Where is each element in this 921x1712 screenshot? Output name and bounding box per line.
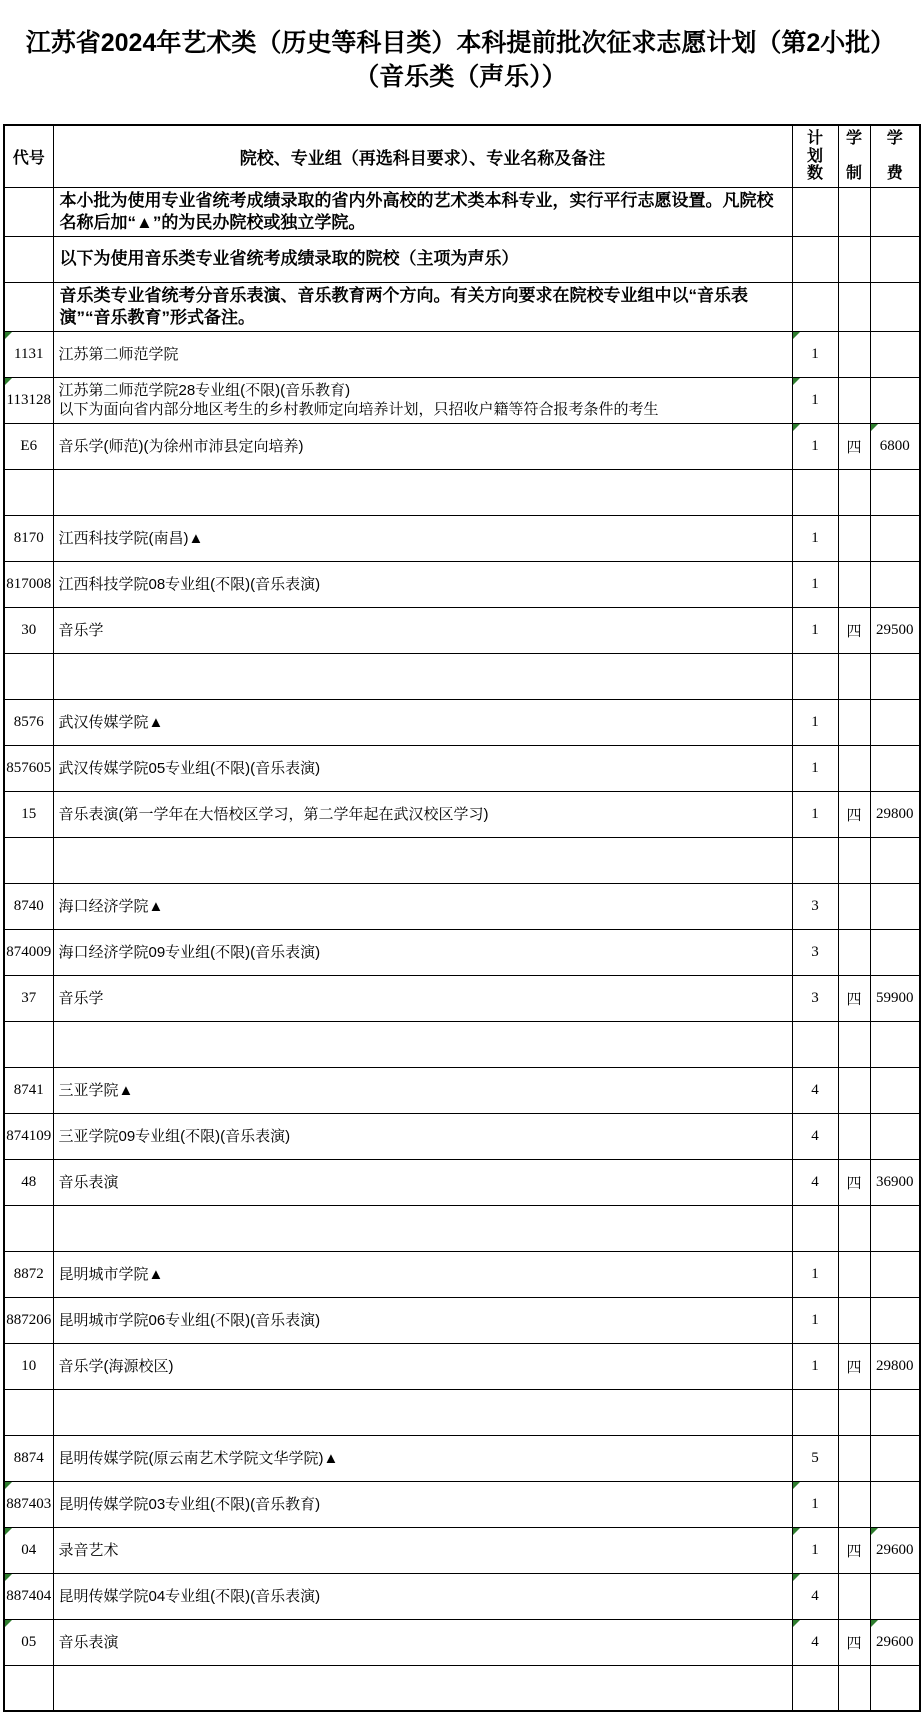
text-indicator-triangle-icon xyxy=(5,332,12,339)
cell-fee xyxy=(870,1389,920,1435)
cell-info xyxy=(53,1619,792,1665)
cell-fee xyxy=(870,187,920,236)
cell-fee xyxy=(870,837,920,883)
cell-code: 10 xyxy=(4,1343,53,1389)
cell-plan: 1 xyxy=(792,1481,838,1527)
cell-plan: 4 xyxy=(792,1113,838,1159)
cell-code: 874109 xyxy=(4,1113,53,1159)
text-indicator-triangle-icon xyxy=(793,332,800,339)
table-row xyxy=(4,1619,920,1665)
cell-plan: 4 xyxy=(792,1619,838,1665)
cell-plan: 1 xyxy=(792,791,838,837)
cell-code: 887206 xyxy=(4,1297,53,1343)
cell-code: 8576 xyxy=(4,699,53,745)
cell-fee: 36900 xyxy=(870,1159,920,1205)
cell-fee xyxy=(870,1113,920,1159)
empty-row xyxy=(4,1389,920,1435)
table-row xyxy=(4,1343,920,1389)
cell-code: 874009 xyxy=(4,929,53,975)
cell-years xyxy=(838,745,870,791)
cell-code xyxy=(4,236,53,282)
cell-plan: 1 xyxy=(792,1527,838,1573)
table-row xyxy=(4,1481,920,1527)
cell-code xyxy=(4,1389,53,1435)
cell-fee xyxy=(870,1297,920,1343)
info-line1: 江西科技学院(南昌)▲ xyxy=(58,529,204,547)
cell-info xyxy=(53,1527,792,1573)
cell-info xyxy=(53,975,792,1021)
cell-fee: 29800 xyxy=(870,1343,920,1389)
cell-info xyxy=(53,653,792,699)
cell-fee xyxy=(870,1435,920,1481)
text-indicator-triangle-icon xyxy=(793,424,800,431)
cell-info xyxy=(53,791,792,837)
cell-years xyxy=(838,837,870,883)
cell-code: 817008 xyxy=(4,561,53,607)
cell-plan: 4 xyxy=(792,1573,838,1619)
cell-years xyxy=(838,1389,870,1435)
cell-fee: 29800 xyxy=(870,791,920,837)
col-header-fee: 学 费 xyxy=(870,125,920,187)
cell-code xyxy=(4,282,53,331)
cell-info xyxy=(53,929,792,975)
cell-fee xyxy=(870,282,920,331)
table-row xyxy=(4,699,920,745)
cell-code: 8740 xyxy=(4,883,53,929)
cell-fee: 59900 xyxy=(870,975,920,1021)
info-line1: 音乐表演 xyxy=(58,1633,119,1651)
plan-table-body xyxy=(4,187,920,1711)
info-line1: 三亚学院09专业组(不限)(音乐表演) xyxy=(58,1127,291,1145)
cell-code xyxy=(4,1665,53,1711)
cell-fee: 29500 xyxy=(870,607,920,653)
cell-fee xyxy=(870,1021,920,1067)
text-indicator-triangle-icon xyxy=(871,424,878,431)
note-row-1 xyxy=(4,187,920,236)
cell-fee xyxy=(870,745,920,791)
cell-plan: 1 xyxy=(792,423,838,469)
cell-years xyxy=(838,1113,870,1159)
cell-info xyxy=(53,469,792,515)
cell-fee xyxy=(870,1481,920,1527)
cell-plan: 3 xyxy=(792,975,838,1021)
table-row xyxy=(4,515,920,561)
cell-years: 四 xyxy=(838,423,870,469)
table-row xyxy=(4,975,920,1021)
cell-fee xyxy=(870,653,920,699)
cell-info xyxy=(53,1297,792,1343)
text-indicator-triangle-icon xyxy=(793,1482,800,1489)
cell-info xyxy=(53,1205,792,1251)
table-row xyxy=(4,423,920,469)
text-indicator-triangle-icon xyxy=(871,1620,878,1627)
table-row xyxy=(4,1159,920,1205)
info-line1: 江西科技学院08专业组(不限)(音乐表演) xyxy=(58,575,321,593)
cell-code: 887404 xyxy=(4,1573,53,1619)
cell-fee xyxy=(870,515,920,561)
cell-plan xyxy=(792,282,838,331)
table-row xyxy=(4,929,920,975)
cell-plan xyxy=(792,187,838,236)
cell-info xyxy=(53,1021,792,1067)
cell-plan: 1 xyxy=(792,1251,838,1297)
table-row xyxy=(4,1297,920,1343)
cell-info xyxy=(53,1113,792,1159)
cell-plan: 1 xyxy=(792,377,838,423)
cell-code: 48 xyxy=(4,1159,53,1205)
info-line1: 音乐学(海源校区) xyxy=(58,1357,174,1375)
info-line1: 江苏第二师范学院28专业组(不限)(音乐教育) xyxy=(58,382,351,399)
plan-table xyxy=(3,124,921,1712)
text-indicator-triangle-icon xyxy=(5,1620,12,1627)
cell-years xyxy=(838,1021,870,1067)
cell-fee xyxy=(870,1067,920,1113)
cell-code xyxy=(4,469,53,515)
cell-plan: 5 xyxy=(792,1435,838,1481)
cell-code: 8170 xyxy=(4,515,53,561)
cell-plan: 1 xyxy=(792,699,838,745)
info-line1: 江苏第二师范学院 xyxy=(58,345,179,363)
empty-row xyxy=(4,653,920,699)
info-line1: 昆明传媒学院03专业组(不限)(音乐教育) xyxy=(58,1495,321,1513)
cell-years xyxy=(838,236,870,282)
info-line1: 音乐表演(第一学年在大悟校区学习，第二学年起在武汉校区学习) xyxy=(58,805,489,823)
text-indicator-triangle-icon xyxy=(793,1574,800,1581)
text-indicator-triangle-icon xyxy=(871,1528,878,1535)
text-indicator-triangle-icon xyxy=(793,378,800,385)
cell-fee xyxy=(870,883,920,929)
table-row xyxy=(4,791,920,837)
text-indicator-triangle-icon xyxy=(5,378,12,385)
info-line1: 海口经济学院09专业组(不限)(音乐表演) xyxy=(58,943,321,961)
empty-row xyxy=(4,469,920,515)
cell-years xyxy=(838,377,870,423)
table-row xyxy=(4,607,920,653)
cell-fee xyxy=(870,1251,920,1297)
empty-row xyxy=(4,837,920,883)
header-row xyxy=(4,125,920,187)
cell-info xyxy=(53,1435,792,1481)
note-row-3 xyxy=(4,282,920,331)
cell-plan xyxy=(792,837,838,883)
cell-years xyxy=(838,883,870,929)
cell-plan xyxy=(792,1389,838,1435)
cell-plan: 1 xyxy=(792,607,838,653)
cell-years: 四 xyxy=(838,975,870,1021)
cell-plan: 1 xyxy=(792,561,838,607)
cell-plan xyxy=(792,653,838,699)
text-indicator-triangle-icon xyxy=(5,1574,12,1581)
cell-years xyxy=(838,331,870,377)
page-title-line2: （音乐类（声乐）） xyxy=(354,63,567,91)
cell-years xyxy=(838,1573,870,1619)
table-row xyxy=(4,1067,920,1113)
text-indicator-triangle-icon xyxy=(793,1528,800,1535)
cell-info xyxy=(53,423,792,469)
col-header-years: 学 制 xyxy=(838,125,870,187)
cell-plan: 1 xyxy=(792,331,838,377)
cell-info xyxy=(53,1573,792,1619)
cell-plan: 1 xyxy=(792,1297,838,1343)
cell-code xyxy=(4,1205,53,1251)
table-row xyxy=(4,1113,920,1159)
cell-years xyxy=(838,282,870,331)
table-row xyxy=(4,561,920,607)
table-row xyxy=(4,1527,920,1573)
info-line1: 昆明城市学院06专业组(不限)(音乐表演) xyxy=(58,1311,321,1329)
info-line1: 音乐学 xyxy=(58,621,104,639)
col-header-plan: 计 划 数 xyxy=(792,125,838,187)
cell-years xyxy=(838,187,870,236)
cell-years: 四 xyxy=(838,1527,870,1573)
cell-fee: 6800 xyxy=(870,423,920,469)
cell-code: 887403 xyxy=(4,1481,53,1527)
empty-row xyxy=(4,1205,920,1251)
col-header-info: 院校、专业组（再选科目要求）、专业名称及备注 xyxy=(53,125,792,187)
cell-plan: 4 xyxy=(792,1067,838,1113)
cell-fee: 29600 xyxy=(870,1527,920,1573)
cell-plan: 1 xyxy=(792,745,838,791)
cell-info xyxy=(53,561,792,607)
cell-years: 四 xyxy=(838,1159,870,1205)
table-row xyxy=(4,377,920,423)
page-title xyxy=(0,26,921,94)
cell-fee xyxy=(870,1665,920,1711)
cell-info xyxy=(53,607,792,653)
cell-years xyxy=(838,1665,870,1711)
cell-years xyxy=(838,699,870,745)
info-line1: 三亚学院▲ xyxy=(58,1081,134,1099)
cell-years xyxy=(838,1297,870,1343)
cell-code: 857605 xyxy=(4,745,53,791)
table-row xyxy=(4,883,920,929)
cell-info xyxy=(53,1251,792,1297)
cell-years: 四 xyxy=(838,1619,870,1665)
cell-info xyxy=(53,377,792,423)
cell-fee xyxy=(870,469,920,515)
cell-fee xyxy=(870,331,920,377)
cell-fee xyxy=(870,929,920,975)
table-row xyxy=(4,745,920,791)
cell-years: 四 xyxy=(838,1343,870,1389)
cell-code: 8741 xyxy=(4,1067,53,1113)
table-row xyxy=(4,1573,920,1619)
cell-note-text: 本小批为使用专业省统考成绩录取的省内外高校的艺术类本科专业，实行平行志愿设置。凡院校名称后加“▲”的为民办院校或独立学院。 xyxy=(53,187,792,236)
cell-plan: 3 xyxy=(792,929,838,975)
cell-years xyxy=(838,1435,870,1481)
cell-fee xyxy=(870,236,920,282)
cell-years xyxy=(838,1067,870,1113)
cell-info xyxy=(53,1481,792,1527)
cell-years xyxy=(838,1205,870,1251)
cell-years xyxy=(838,469,870,515)
cell-note-text: 以下为使用音乐类专业省统考成绩录取的院校（主项为声乐） xyxy=(53,236,792,282)
cell-plan xyxy=(792,1205,838,1251)
cell-info xyxy=(53,1665,792,1711)
cell-plan xyxy=(792,1665,838,1711)
cell-code: 15 xyxy=(4,791,53,837)
cell-fee: 29600 xyxy=(870,1619,920,1665)
text-indicator-triangle-icon xyxy=(5,1528,12,1535)
info-line1: 昆明传媒学院(原云南艺术学院文华学院)▲ xyxy=(58,1449,339,1467)
cell-years xyxy=(838,653,870,699)
note-row-2 xyxy=(4,236,920,282)
cell-fee xyxy=(870,561,920,607)
cell-plan: 3 xyxy=(792,883,838,929)
info-line1: 昆明传媒学院04专业组(不限)(音乐表演) xyxy=(58,1587,321,1605)
cell-code: 05 xyxy=(4,1619,53,1665)
info-line1: 音乐学 xyxy=(58,989,104,1007)
cell-plan xyxy=(792,1021,838,1067)
cell-years: 四 xyxy=(838,791,870,837)
cell-plan: 4 xyxy=(792,1159,838,1205)
cell-fee xyxy=(870,1205,920,1251)
info-line1: 武汉传媒学院05专业组(不限)(音乐表演) xyxy=(58,759,321,777)
cell-years xyxy=(838,1481,870,1527)
cell-fee xyxy=(870,377,920,423)
cell-code xyxy=(4,837,53,883)
cell-code xyxy=(4,187,53,236)
cell-plan xyxy=(792,469,838,515)
table-row xyxy=(4,331,920,377)
cell-info xyxy=(53,1343,792,1389)
cell-info xyxy=(53,745,792,791)
cell-years: 四 xyxy=(838,607,870,653)
empty-row xyxy=(4,1021,920,1067)
cell-info xyxy=(53,1159,792,1205)
cell-years xyxy=(838,515,870,561)
cell-code: 8874 xyxy=(4,1435,53,1481)
cell-years xyxy=(838,561,870,607)
col-header-code: 代号 xyxy=(4,125,53,187)
cell-info xyxy=(53,883,792,929)
cell-info xyxy=(53,837,792,883)
cell-code xyxy=(4,1021,53,1067)
cell-note-text: 音乐类专业省统考分音乐表演、音乐教育两个方向。有关方向要求在院校专业组中以“音乐表演”“音乐教育”形式备注。 xyxy=(53,282,792,331)
text-indicator-triangle-icon xyxy=(5,1482,12,1489)
cell-years xyxy=(838,929,870,975)
cell-info xyxy=(53,1389,792,1435)
info-line1: 音乐表演 xyxy=(58,1173,119,1191)
cell-code: 04 xyxy=(4,1527,53,1573)
info-line1: 音乐学(师范)(为徐州市沛县定向培养) xyxy=(58,437,304,455)
cell-code: 8872 xyxy=(4,1251,53,1297)
cell-plan xyxy=(792,236,838,282)
empty-row xyxy=(4,1665,920,1711)
info-line2: 以下为面向省内部分地区考生的乡村教师定向培养计划，只招收户籍等符合报考条件的考生 xyxy=(58,401,659,418)
cell-fee xyxy=(870,699,920,745)
info-line1: 昆明城市学院▲ xyxy=(58,1265,164,1283)
cell-info xyxy=(53,515,792,561)
cell-code: 113128 xyxy=(4,377,53,423)
info-line1: 录音艺术 xyxy=(58,1541,119,1559)
cell-code: E6 xyxy=(4,423,53,469)
text-indicator-triangle-icon xyxy=(793,1620,800,1627)
info-line1: 海口经济学院▲ xyxy=(58,897,164,915)
cell-code xyxy=(4,653,53,699)
cell-plan: 1 xyxy=(792,1343,838,1389)
cell-years xyxy=(838,1251,870,1297)
table-row xyxy=(4,1435,920,1481)
cell-info xyxy=(53,331,792,377)
cell-info xyxy=(53,699,792,745)
page-title-line1: 江苏省2024年艺术类（历史等科目类）本科提前批次征求志愿计划（第2小批） xyxy=(25,29,896,57)
cell-info xyxy=(53,1067,792,1113)
cell-plan: 1 xyxy=(792,515,838,561)
table-row xyxy=(4,1251,920,1297)
cell-code: 30 xyxy=(4,607,53,653)
cell-code: 1131 xyxy=(4,331,53,377)
cell-code: 37 xyxy=(4,975,53,1021)
cell-fee xyxy=(870,1573,920,1619)
info-line1: 武汉传媒学院▲ xyxy=(58,713,164,731)
